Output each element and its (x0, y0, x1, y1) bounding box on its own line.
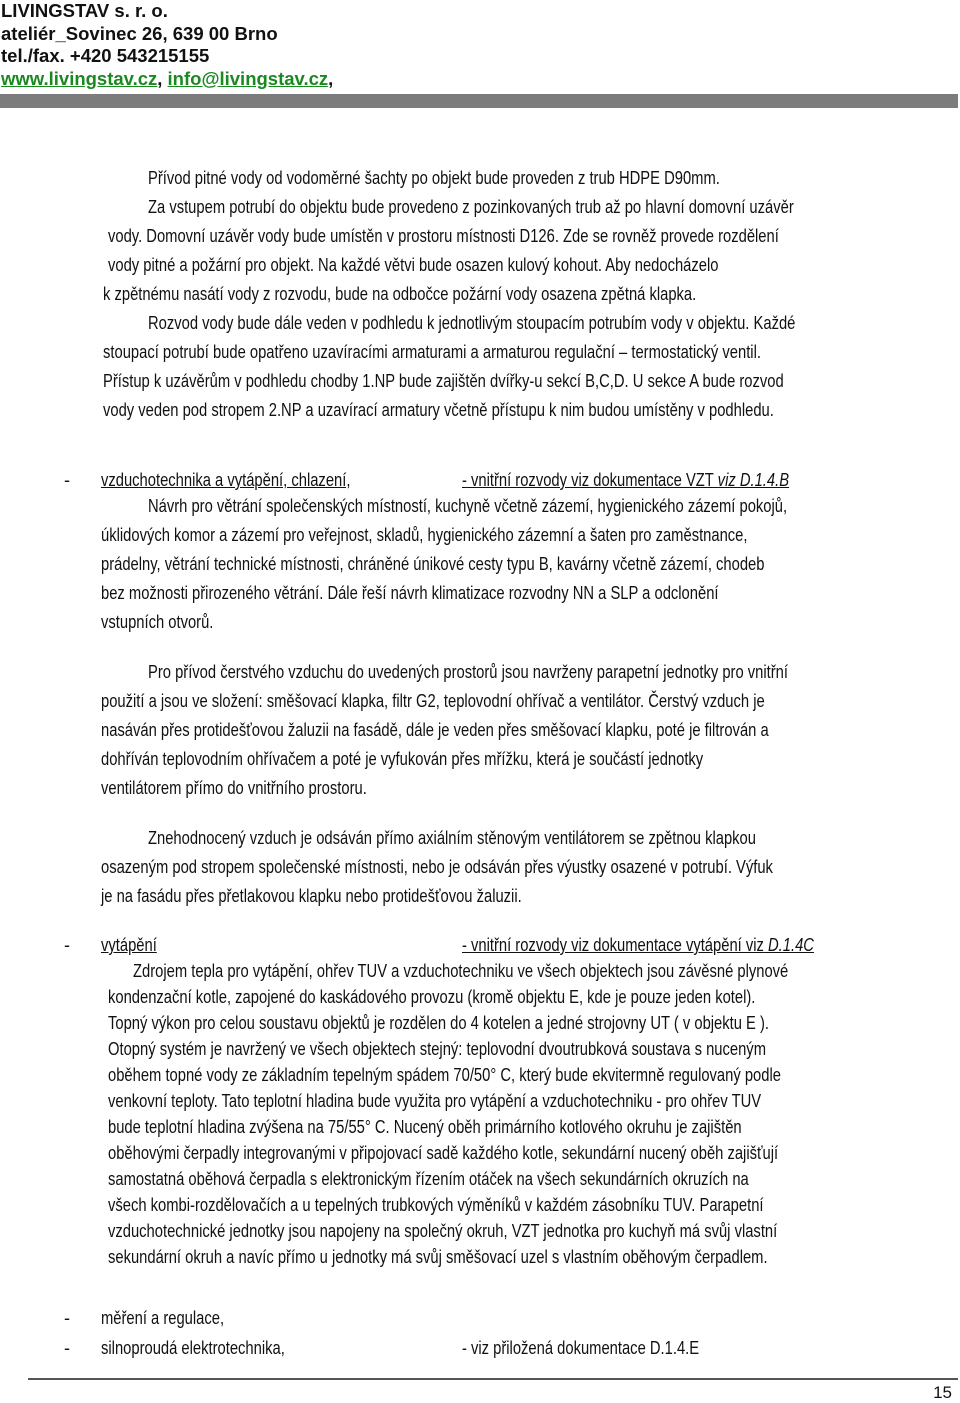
heating-line-9: samostatná oběhová čerpadla s elektronickým řízením otáček na všech sekundárních okruzích na (108, 1169, 749, 1189)
hvac-bullet: - (64, 470, 70, 490)
company-address: ateliér_Sovinec 26, 639 00 Brno (1, 22, 278, 44)
heating-line-12: sekundární okruh a navíc přímo u jednotky má svůj směšovací uzel s vlastním oběhovým čerpadlem. (108, 1247, 768, 1267)
heating-reference (462, 934, 814, 956)
heating-line-11: vzduchotechnické jednotky jsou napojeny na společný okruh, VZT jednotka pro kuchyň má svůj vlastní (108, 1221, 778, 1241)
water-line-3: vody. Domovní uzávěr vody bude umístěn v prostoru místnosti D126. Zde se rovněž provede rozdělení (108, 226, 779, 246)
heating-reference-text: - vnitřní rozvody viz dokumentace vytápění viz (462, 935, 764, 955)
heating-line-1: Zdrojem tepla pro vytápění, ohřev TUV a vzduchotechniku ve všech objektech jsou závěsné plynové (133, 961, 789, 981)
letterhead (0, 0, 960, 90)
heating-bullet: - (64, 935, 70, 955)
water-line-6: Rozvod vody bude dále veden v podhledu k jednotlivým stoupacím potrubím vody v objektu. Každé (148, 313, 796, 333)
electrical-bullet: - (64, 1338, 70, 1358)
company-name: LIVINGSTAV s. r. o. (1, 0, 168, 21)
measurement-heading: měření a regulace, (101, 1308, 225, 1328)
heating-line-6: venkovní teploty. Tato teplotní hladina bude využita pro vytápění a vzduchotechniku - pro ohřev TUV (108, 1091, 762, 1111)
water-line-9: vody veden pod stropem 2.NP a uzavírací armatury včetně přístupu k nim budou umístěny v podhledu. (103, 400, 774, 420)
contact-separator: , (157, 67, 168, 89)
hvac-reference (462, 469, 789, 491)
water-line-1: Přívod pitné vody od vodoměrné šachty po objekt bude proveden z trub HDPE D90mm. (148, 168, 720, 188)
heating-line-2: kondenzační kotle, zapojené do kaskádového provozu (kromě objektu E, kde je pouze jeden kotel). (108, 987, 756, 1007)
hvac-para1-line-5: vstupních otvorů. (101, 612, 214, 632)
hvac-heading: vzduchotechnika a vytápění, chlazení, (101, 470, 351, 490)
heating-heading: vytápění (101, 935, 157, 955)
hvac-para3-line-2: osazeným pod stropem společenské místnosti, nebo je odsáván přes výustky osazené v potrubí. Výfuk (101, 857, 773, 877)
hvac-para3-line-3: je na fasádu přes přetlakovou klapku nebo protidešťovou žaluzii. (101, 886, 522, 906)
water-line-5: k zpětnému nasátí vody z rozvodu, bude na odbočce požární vody osazena zpětná klapka. (103, 284, 697, 304)
hvac-reference-doc: viz D.1.4.B (717, 470, 790, 490)
hvac-para1-line-4: bez možnosti přirozeného větrání. Dále řeší návrh klimatizace rozvodny NN a SLP a odclonění (101, 583, 719, 603)
electrical-heading: silnoproudá elektrotechnika, (101, 1338, 285, 1358)
heating-line-3: Topný výkon pro celou soustavu objektů je rozdělen do 4 kotelen a jedné strojovny UT ( v objektu E ). (108, 1013, 770, 1033)
company-contacts (0, 68, 960, 91)
water-line-4: vody pitné a požární pro objekt. Na každé větvi bude osazen kulový kohout. Aby nedocházelo (108, 255, 719, 275)
hvac-para2-line-3: nasáván přes protidešťovou žaluzii na fasádě, dále je veden přes směšovací klapku, poté je filtrován a (101, 720, 769, 740)
heating-line-4: Otopný systém je navržený ve všech objektech stejný: teplovodní dvoutrubková soustava s nuceným (108, 1039, 766, 1059)
website-link[interactable]: www.livingstav.cz (1, 67, 158, 89)
hvac-para2-line-2: použití a jsou ve složení: směšovací klapka, filtr G2, teplovodní ohřívač a ventilátor. Čerstvý vzduch je (101, 691, 765, 711)
hvac-para3-line-1: Znehodnocený vzduch je odsáván přímo axiálním stěnovým ventilátorem se zpětnou klapkou (148, 828, 756, 848)
hvac-para1-line-1: Návrh pro větrání společenských místností, kuchyně včetně zázemí, hygienického zázemí pokojů, (148, 496, 788, 516)
water-line-7: stoupací potrubí bude opatřeno uzavíracími armaturami a armaturou regulační – termostatický ventil. (103, 342, 761, 362)
heating-line-7: bude teplotní hladina zvýšena na 75/55° C. Nucený oběh primárního kotlového okruhu je zajištěn (108, 1117, 742, 1137)
company-phone: tel./fax. +420 543215155 (1, 45, 210, 66)
electrical-reference: - viz přiložená dokumentace D.1.4.E (462, 1338, 700, 1358)
heating-line-10: všech kombi-rozdělovačích a u tepelných trubkových výměníků v každém zásobníku TUV. Parapetní (108, 1195, 764, 1215)
contact-trailing: , (328, 67, 334, 89)
hvac-reference-text: - vnitřní rozvody viz dokumentace VZT (462, 470, 714, 490)
hvac-para2-line-5: ventilátorem přímo do vnitřního prostoru. (101, 778, 367, 798)
email-link[interactable]: info@livingstav.cz (167, 67, 329, 89)
hvac-para2-line-1: Pro přívod čerstvého vzduchu do uvedených prostorů jsou navrženy parapetní jednotky pro vnitřní (148, 662, 788, 682)
water-line-8: Přístup k uzávěrům v podhledu chodby 1.NP bude zajištěn dvířky-u sekcí B,C,D. U sekce A bude rozvod (103, 371, 784, 391)
heating-reference-doc: D.1.4C (768, 935, 814, 955)
page-number: 15 (933, 1383, 952, 1402)
header-divider (0, 94, 958, 108)
water-line-2: Za vstupem potrubí do objektu bude provedeno z pozinkovaných trub až po hlavní domovní uzávěr (148, 197, 794, 217)
hvac-para1-line-2: úklidových komor a zázemí pro veřejnost, skladů, hygienického zázemní a šaten pro zaměstnance, (101, 525, 748, 545)
footer-divider (28, 1378, 958, 1380)
hvac-para1-line-3: prádelny, větrání technické místnosti, chráněné únikové cesty typu B, kavárny včetně zázemí, chodeb (101, 554, 765, 574)
heating-line-8: oběhovými čerpadly integrovanými v připojovací sadě každého kotle, sekundární nucený oběh zajišťují (108, 1143, 779, 1163)
measurement-bullet: - (64, 1308, 70, 1328)
heating-line-5: oběhem topné vody ze základním tepelným spádem 70/50° C, který bude ekvitermně regulovaný podle (108, 1065, 781, 1085)
hvac-para2-line-4: dohříván teplovodním ohřívačem a poté je vyfukován přes mřížku, která je součástí jednotky (101, 749, 704, 769)
